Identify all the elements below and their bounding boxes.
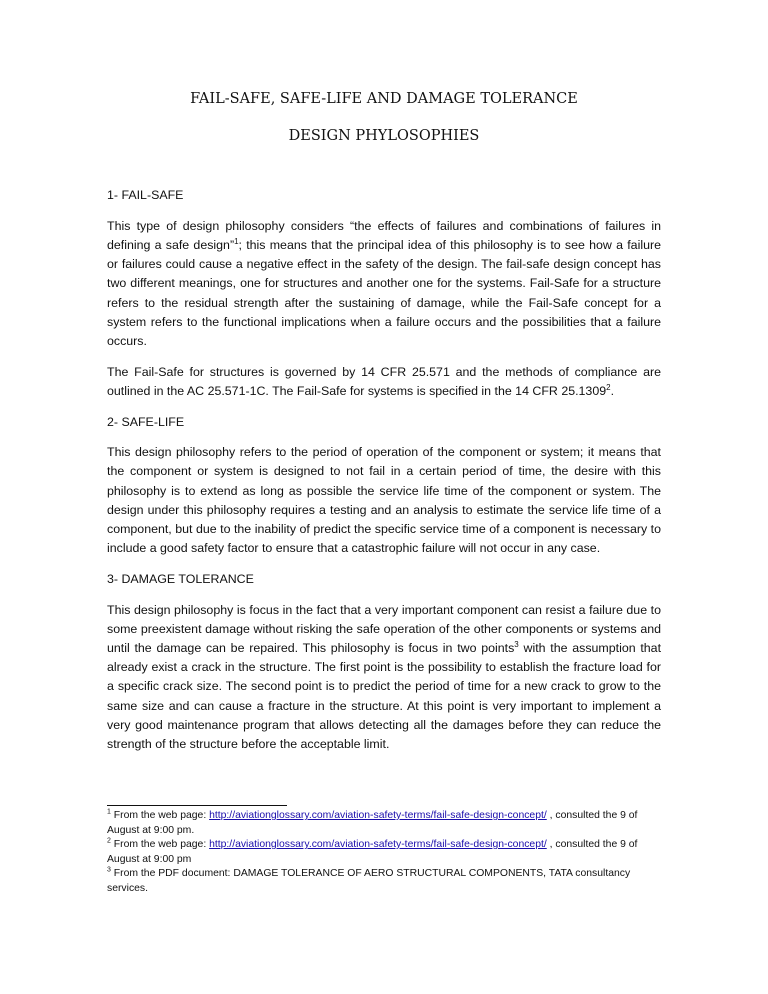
footnote-text: From the web page:: [110, 839, 210, 850]
document-title: FAIL-SAFE, SAFE-LIFE AND DAMAGE TOLERANCE: [190, 91, 578, 107]
footnote-text: , consulted the 9 of August at 9:00 pm.: [107, 810, 638, 836]
paragraph-fail-safe-2: [107, 363, 661, 401]
footnotes: [107, 809, 661, 896]
footnote-number: 1: [107, 808, 111, 816]
footnote-number: 3: [107, 866, 111, 874]
footnote-3: [107, 867, 661, 896]
text-run: with the assumption that already exist a crack in the structure. The first point is the possibility to establish the fracture load for a specific crack size. The second point is to predict the period of time for a new crack to grow to the same size and can cause a fracture in the structure. At this point is very important to implement a very good maintenance program that allows detecting all the damages before they can reduce the strength of the structure before the acceptable limit.: [107, 641, 662, 752]
footnote-ref-2: 2: [606, 382, 611, 392]
footnote-text: From the PDF document: DAMAGE TOLERANCE OF AERO STRUCTURAL COMPONENTS, TATA consultancy services.: [107, 868, 631, 894]
paragraph-fail-safe-1: [107, 217, 661, 351]
document-body: [107, 186, 661, 766]
footnote-text: , consulted the 9 of August at 9:00 pm: [107, 839, 638, 865]
text-run: The Fail-Safe for structures is governed by 14 CFR 25.571 and the methods of compliance are outlined in the AC 25.571-1C. The Fail-Safe for systems is specified in the 14 CFR 25.1309: [107, 364, 661, 398]
document-subtitle: DESIGN PHYLOSOPHIES: [288, 128, 480, 144]
footnote-link[interactable]: http://aviationglossary.com/aviation-safety-terms/fail-safe-design-concept/: [209, 810, 547, 821]
section-heading-fail-safe: 1- FAIL-SAFE: [107, 188, 184, 202]
text-run: This design philosophy is focus in the fact that a very important component can resist a failure due to some preexistent damage without risking the safe operation of the other components or systems and until the damage can be repaired. This philosophy is focus in two points: [107, 602, 661, 656]
footnote-separator: [107, 805, 287, 806]
footnote-text: From the web page:: [110, 810, 210, 821]
text-run: This type of design philosophy considers “the effects of failures and combinations of failures in defining a safe design”: [107, 218, 661, 252]
footnote-ref-1: 1: [234, 236, 239, 246]
footnote-ref-3: 3: [514, 639, 519, 649]
footnote-2: [107, 838, 661, 867]
paragraph-damage-tolerance-1: [107, 601, 661, 755]
text-run: .: [610, 383, 615, 398]
footnote-number: 2: [107, 837, 111, 845]
text-run: ; this means that the principal idea of this philosophy is to see how a failure or failures could cause a negative effect in the safety of the design. The fail-safe design concept has two different meanings, one for structures and another one for the systems. Fail-Safe for a structure refers to the residual strength after the sustaining of damage, while the Fail-Safe concept for a system refers to the functional implications when a failure occurs and the possibilities that a failure occurs.: [107, 237, 661, 348]
paragraph-safe-life-1: This design philosophy refers to the period of operation of the component or system; it means that the component or system is designed to not fail in a certain period of time, the desire with this philosophy is to extend as long as possible the service life time of the component or system. The design under this philosophy requires a testing and an analysis to estimate the service life time of a component, but due to the inability of predict the specific service time of a component is necessary to include a good safety factor to ensure that a catastrophic failure will not occur in any case.: [107, 445, 661, 556]
section-heading-safe-life: 2- SAFE-LIFE: [107, 414, 185, 429]
section-heading-damage-tolerance: 3- DAMAGE TOLERANCE: [107, 571, 254, 586]
footnote-link[interactable]: http://aviationglossary.com/aviation-safety-terms/fail-safe-design-concept/: [209, 839, 547, 850]
footnote-1: [107, 809, 661, 838]
